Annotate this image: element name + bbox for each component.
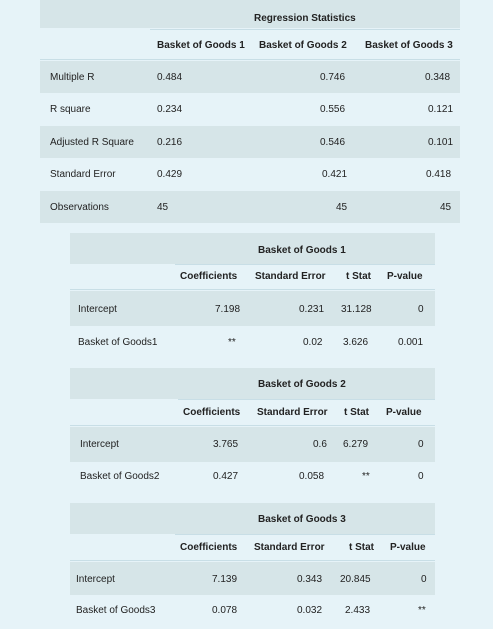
coef-row-label: Intercept bbox=[78, 304, 117, 315]
summary-cell: 0.484 bbox=[157, 72, 183, 83]
coef-cell: ** bbox=[418, 605, 426, 616]
coef-col-header: t Stat bbox=[349, 542, 374, 553]
coef-cell: 31.128 bbox=[341, 304, 372, 315]
summary-cell: 45 bbox=[157, 202, 169, 213]
summary-cell: 0.418 bbox=[426, 169, 452, 180]
coef-cell: ** bbox=[362, 471, 370, 482]
coef-col-header: t Stat bbox=[346, 271, 371, 282]
summary-row-label: Multiple R bbox=[50, 72, 95, 83]
summary-cell: 0.121 bbox=[428, 104, 454, 115]
coef-cell: 7.139 bbox=[212, 574, 238, 585]
coef-cell: 0.6 bbox=[313, 439, 327, 450]
summary-row-label: Observations bbox=[50, 202, 109, 213]
coef-col-header: Coefficients bbox=[183, 407, 241, 418]
coef-col-header: P-value bbox=[390, 542, 426, 553]
summary-cell: 0.216 bbox=[157, 137, 183, 148]
coef-cell: 0.001 bbox=[398, 337, 424, 348]
coef-cell: 3.765 bbox=[213, 439, 239, 450]
coef-col-header: Standard Error bbox=[254, 542, 325, 553]
coef-col-header: P-value bbox=[386, 407, 422, 418]
coef-cell: 20.845 bbox=[340, 574, 371, 585]
coef-table-title: Basket of Goods 3 bbox=[258, 514, 346, 525]
summary-cell: 45 bbox=[336, 202, 348, 213]
coef-cell: 2.433 bbox=[345, 605, 371, 616]
coef-col-header: t Stat bbox=[344, 407, 369, 418]
coef-row-label: Basket of Goods1 bbox=[78, 337, 158, 348]
coef-col-header: Standard Error bbox=[257, 407, 328, 418]
coef-row-label: Basket of Goods3 bbox=[76, 605, 156, 616]
summary-cell: 0.421 bbox=[322, 169, 348, 180]
summary-cell: 0.234 bbox=[157, 104, 183, 115]
coef-col-header: Coefficients bbox=[180, 542, 238, 553]
coef-cell: 0 bbox=[418, 439, 424, 450]
summary-cell: 0.746 bbox=[320, 72, 346, 83]
coef-row-label: Intercept bbox=[76, 574, 115, 585]
summary-cell: 0.348 bbox=[425, 72, 451, 83]
summary-title: Regression Statistics bbox=[254, 13, 356, 24]
coef-cell: 0.078 bbox=[212, 605, 238, 616]
coef-col-header: P-value bbox=[387, 271, 423, 282]
summary-col-header: Basket of Goods 2 bbox=[259, 40, 347, 51]
summary-col-header: Basket of Goods 3 bbox=[365, 40, 453, 51]
coef-cell: 0.032 bbox=[297, 605, 323, 616]
coef-cell: 0.02 bbox=[303, 337, 323, 348]
coef-row-label: Intercept bbox=[80, 439, 119, 450]
coef-cell: 6.279 bbox=[343, 439, 369, 450]
coef-table-title: Basket of Goods 2 bbox=[258, 379, 346, 390]
coef-col-header: Coefficients bbox=[180, 271, 238, 282]
coef-cell: 0.427 bbox=[213, 471, 239, 482]
coef-cell: 0.058 bbox=[299, 471, 325, 482]
coef-cell: 0 bbox=[421, 574, 427, 585]
summary-row-label: Adjusted R Square bbox=[50, 137, 134, 148]
coef-cell: 3.626 bbox=[343, 337, 369, 348]
coef-cell: 0 bbox=[418, 471, 424, 482]
coef-cell: 0.343 bbox=[297, 574, 323, 585]
coef-cell: 7.198 bbox=[215, 304, 241, 315]
summary-row-label: Standard Error bbox=[50, 169, 116, 180]
coef-cell: 0 bbox=[418, 304, 424, 315]
summary-col-header: Basket of Goods 1 bbox=[157, 40, 245, 51]
summary-cell: 45 bbox=[440, 202, 452, 213]
summary-row-label: R square bbox=[50, 104, 91, 115]
coef-table-title: Basket of Goods 1 bbox=[258, 245, 346, 256]
coef-cell: ** bbox=[228, 337, 236, 348]
summary-cell: 0.546 bbox=[320, 137, 346, 148]
summary-cell: 0.101 bbox=[428, 137, 454, 148]
summary-cell: 0.429 bbox=[157, 169, 183, 180]
summary-cell: 0.556 bbox=[320, 104, 346, 115]
coef-col-header: Standard Error bbox=[255, 271, 326, 282]
coef-row-label: Basket of Goods2 bbox=[80, 471, 160, 482]
coef-cell: 0.231 bbox=[299, 304, 325, 315]
